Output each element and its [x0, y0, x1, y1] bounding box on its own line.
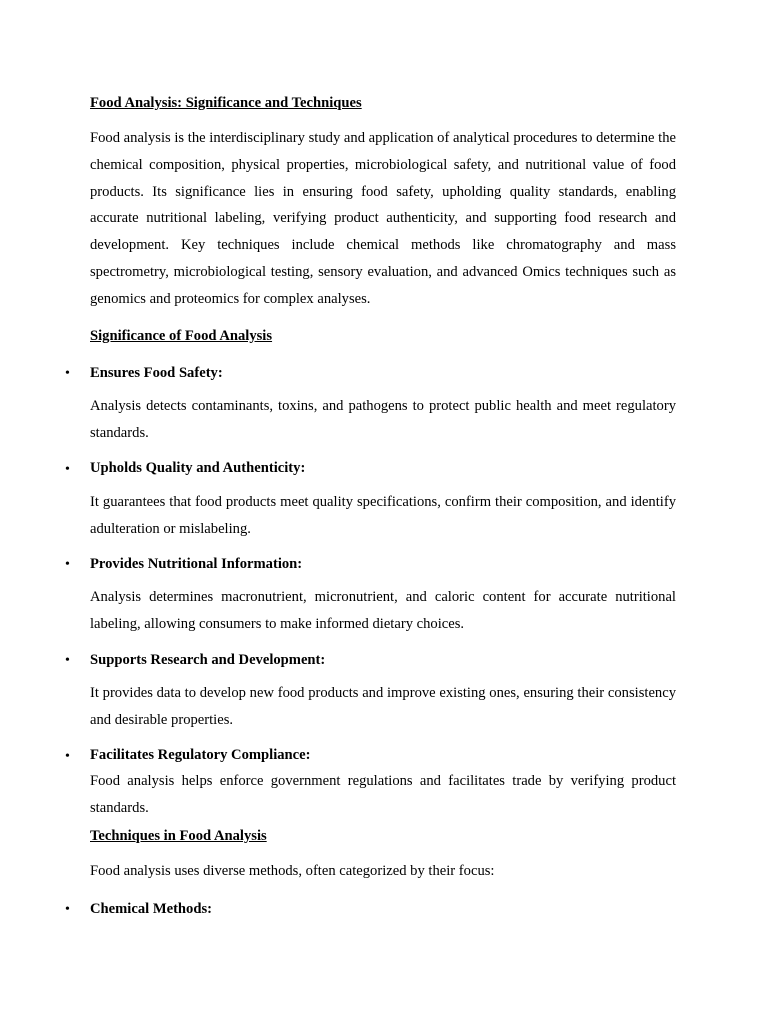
list-item-heading-nutrition: Provides Nutritional Information:: [90, 556, 303, 572]
bullet-marker: •: [65, 557, 70, 572]
section-heading-significance: Significance of Food Analysis: [90, 328, 273, 344]
techniques-intro-paragraph: Food analysis uses diverse methods, often categorized by their focus:: [90, 863, 495, 879]
list-item-text-food-safety: Analysis detects contaminants, toxins, and pathogens to protect public health and meet regulatory standards.: [90, 398, 676, 441]
list-item-text-nutrition: Analysis determines macronutrient, micronutrient, and caloric content for accurate nutritional labeling, allowing consumers to make informed dietary choices.: [90, 589, 676, 632]
document-title: Food Analysis: Significance and Techniques: [90, 95, 362, 111]
list-item-text-quality: It guarantees that food products meet quality specifications, confirm their composition, and identify adulteration or mislabeling.: [90, 494, 676, 537]
list-item-heading-quality: Upholds Quality and Authenticity:: [90, 460, 306, 476]
list-item-heading-chemical-methods: Chemical Methods:: [90, 901, 213, 917]
list-item-text-research: It provides data to develop new food products and improve existing ones, ensuring their consistency and desirable properties.: [90, 685, 676, 728]
list-item-heading-compliance: Facilitates Regulatory Compliance:: [90, 747, 311, 763]
list-item-heading-food-safety: Ensures Food Safety:: [90, 365, 223, 381]
list-item-text-compliance: Food analysis helps enforce government regulations and facilitates trade by verifying product standards.: [90, 773, 676, 816]
bullet-marker: •: [65, 749, 70, 764]
section-heading-techniques: Techniques in Food Analysis: [90, 828, 267, 844]
bullet-marker: •: [65, 366, 70, 381]
bullet-marker: •: [65, 653, 70, 668]
bullet-marker: •: [65, 902, 70, 917]
bullet-marker: •: [65, 462, 70, 477]
list-item-heading-research: Supports Research and Development:: [90, 652, 326, 668]
intro-paragraph: Food analysis is the interdisciplinary study and application of analytical procedures to determine the chemical composition, physical properties, microbiological safety, and nutritional value of food products. Its significance lies in ensuring food safety, upholding quality standards, enabling accurate nutritional labeling, verifying product authenticity, and supporting food research and development. Key techniques include chemical methods like chromatography and mass spectrometry, microbiological testing, sensory evaluation, and advanced Omics techniques such as genomics and proteomics for complex analyses.: [90, 130, 676, 307]
